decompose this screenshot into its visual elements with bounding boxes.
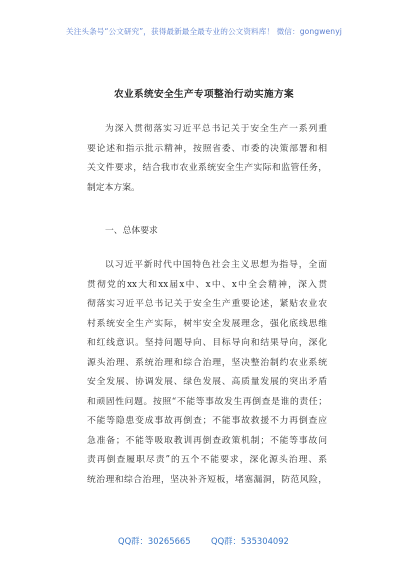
section1-line: 以习近平新时代中国特色社会主义思想为指导，全面 <box>105 260 327 270</box>
section1-line: 不能等隐患变成事故再倒查；不能事故救援不力再倒查应 <box>87 416 327 427</box>
intro-line: 要论述和指示批示精神，按照省委、市委的决策部署和相 <box>87 143 327 154</box>
document-title: 农业系统安全生产专项整治行动实施方案 <box>114 89 294 100</box>
section1-line: 村系统安全生产实际，树牢安全发展理念，强化底线思维 <box>87 318 327 329</box>
footer-qq-group-2: QQ群：535304092 <box>211 536 289 546</box>
intro-line: 为深入贯彻落实习近平总书记关于安全生产一系列重 <box>105 124 327 134</box>
section1-line: 责再倒查履职尽责”的五个不能要求，深化源头治理、系 <box>87 455 327 466</box>
section1-line: 和红线意识。坚持问题导向、目标导向和结果导向，深化 <box>87 338 327 349</box>
section1-line: 急准备；不能等吸取教训再倒查政策机制；不能等事故问 <box>87 435 327 446</box>
section1-paragraph <box>87 256 327 491</box>
section1-line: 源头治理、系统治理和综合治理，坚决整治制约农业系统 <box>87 357 327 368</box>
intro-line: 关文件要求，结合我市农业系统安全生产实际和监管任务， <box>87 163 327 174</box>
intro-line: 制定本方案。 <box>87 182 140 193</box>
intro-paragraph <box>87 120 327 198</box>
section1-line: 和顽固性问题。按照“不能等事故发生再倒查是谁的责任； <box>87 396 327 407</box>
section1-line: 统治理和综合治理，坚决补齐短板，堵塞漏洞，防范风险， <box>87 475 327 486</box>
section1-line: 彻落实习近平总书记关于安全生产重要论述，紧贴农业农 <box>87 299 327 310</box>
header-banner: 关注头条号“公文研究”，获得最新最全最专业的公文资料库！ 微信：gongwenyj <box>66 27 342 36</box>
footer-qq-group-1: QQ群：30265665 <box>118 536 191 546</box>
footer-contact <box>0 535 408 549</box>
section1-line: 安全发展、协调发展、绿色发展、高质量发展的突出矛盾 <box>87 377 327 388</box>
section1-line: 贯彻党的xx大和xx届x中、x中、x中全会精神，深入贯 <box>87 279 327 290</box>
section-heading-general-requirements: 一、总体要求 <box>105 226 158 236</box>
